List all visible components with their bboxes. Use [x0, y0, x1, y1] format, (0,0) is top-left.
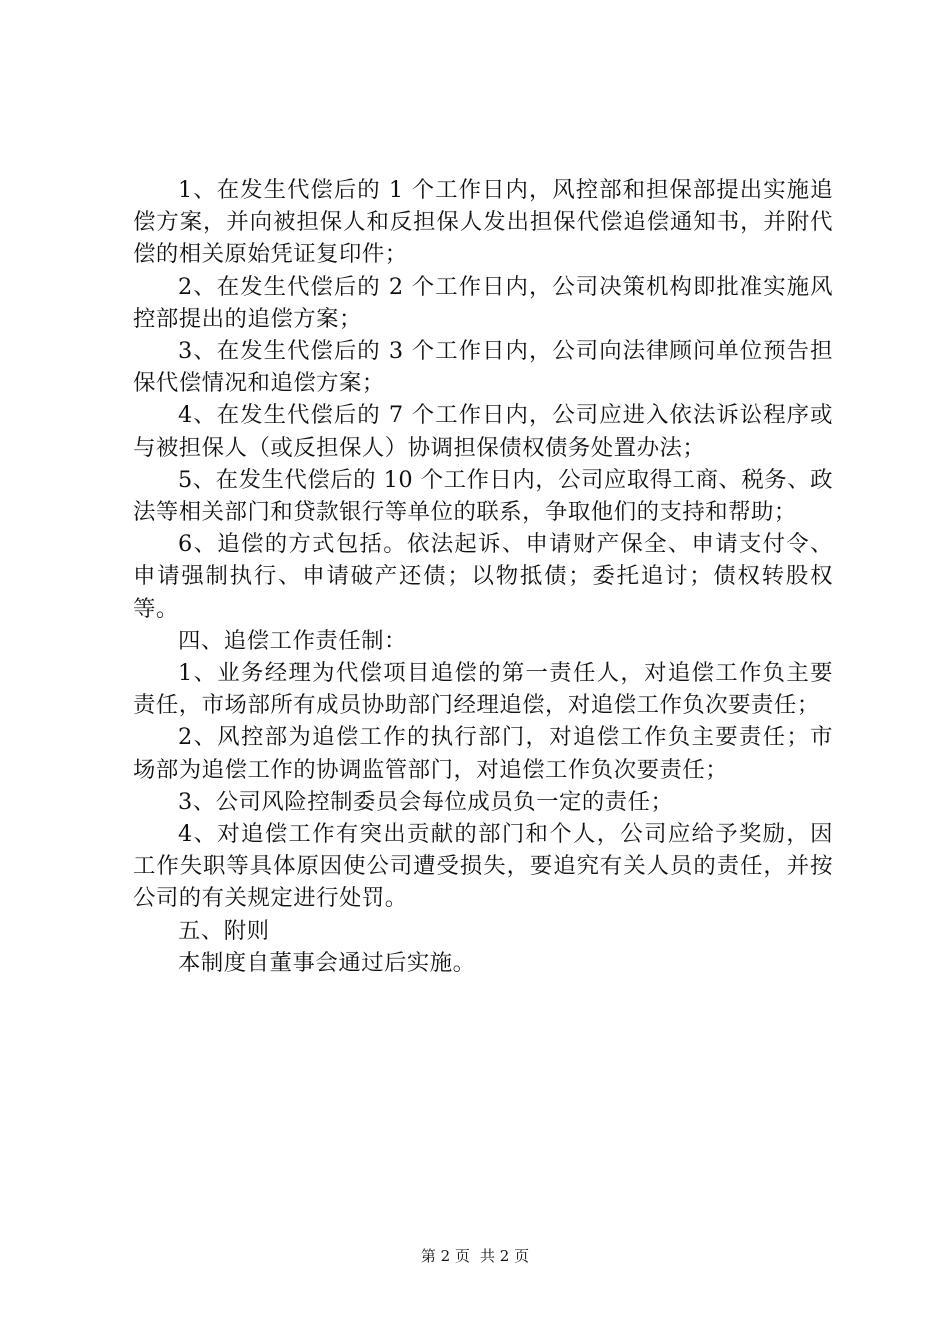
section-heading-responsibility: 四、追偿工作责任制：	[178, 627, 407, 654]
paragraph-recovery-step-3: 3、在发生代偿后的 3 个工作日内，公司向法律顾问单位预告担保代偿情况和追偿方案；	[133, 338, 833, 397]
page-total: 共 2 页	[480, 1247, 530, 1265]
paragraph-recovery-step-5: 5、在发生代偿后的 10 个工作日内，公司应取得工商、税务、政法等相关部门和贷款银行等单位的联系，争取他们的支持和帮助；	[133, 466, 833, 526]
document-body	[133, 174, 833, 979]
page-footer	[0, 1246, 950, 1266]
paragraph-effective-date: 本制度自董事会通过后实施。	[178, 949, 476, 976]
paragraph-recovery-step-4: 4、在发生代偿后的 7 个工作日内，公司应进入依法诉讼程序或与被担保人（或反担保人）协调担保债权债务处置办法；	[133, 402, 833, 461]
page-number: 第 2 页	[420, 1247, 470, 1265]
paragraph-responsibility-2: 2、风控部为追偿工作的执行部门，对追偿工作负主要责任；市场部为追偿工作的协调监管部门，对追偿工作负次要责任；	[133, 724, 833, 783]
paragraph-recovery-step-2: 2、在发生代偿后的 2 个工作日内，公司决策机构即批准实施风控部提出的追偿方案；	[133, 273, 833, 332]
paragraph-responsibility-4: 4、对追偿工作有突出贡献的部门和个人，公司应给予奖励，因工作失职等具体原因使公司遭受损失，要追究有关人员的责任，并按公司的有关规定进行处罚。	[133, 821, 833, 912]
paragraph-responsibility-1: 1、业务经理为代偿项目追偿的第一责任人，对追偿工作负主要责任，市场部所有成员协助部门经理追偿，对追偿工作负次要责任；	[133, 660, 833, 719]
paragraph-recovery-methods: 6、追偿的方式包括。依法起诉、申请财产保全、申请支付令、申请强制执行、申请破产还债；以物抵债；委托追讨；债权转股权等。	[133, 531, 833, 622]
section-heading-appendix: 五、附则	[178, 917, 270, 944]
paragraph-recovery-step-1: 1、在发生代偿后的 1 个工作日内，风控部和担保部提出实施追偿方案，并向被担保人和反担保人发出担保代偿追偿通知书，并附代偿的相关原始凭证复印件；	[133, 177, 833, 268]
paragraph-responsibility-3: 3、公司风险控制委员会每位成员负一定的责任；	[178, 788, 674, 815]
